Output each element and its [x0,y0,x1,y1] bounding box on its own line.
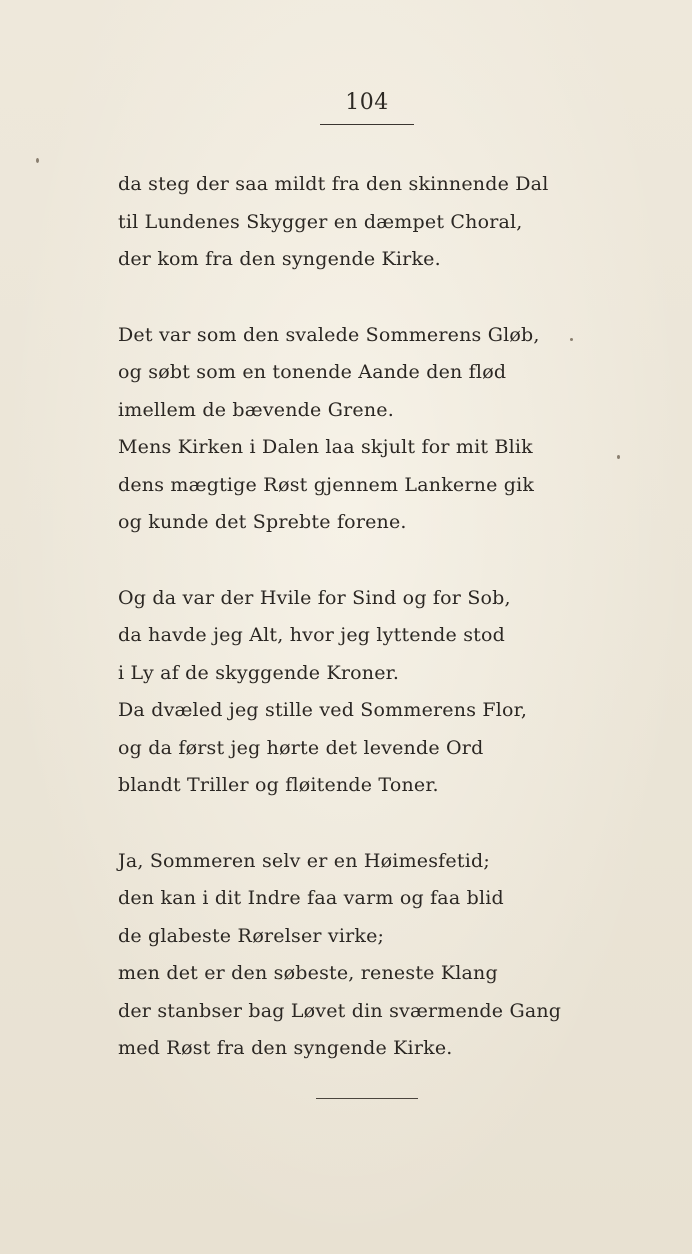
poem-line: der stanbser bag Løvet din sværmende Gang [118,999,562,1022]
poem-line: og kunde det Sprebte forene. [118,511,407,533]
poem [118,166,598,1106]
poem-line: Og da var der Hvile for Sind og for Sob, [118,586,511,609]
end-rule [316,1098,418,1099]
poem-line: men det er den søbeste, reneste Klang [118,962,498,984]
paper-speck [36,158,39,163]
stanza-3 [118,580,598,805]
stanza-4 [118,843,598,1068]
stanza-1 [118,166,598,279]
poem-line: den kan i dit Indre faa varm og faa blid [118,887,504,909]
stanza-2 [118,317,598,542]
poem-line: de glabeste Rørelser virke; [118,924,385,947]
poem-line: i Ly af de skyggende Kroner. [118,661,400,684]
poem-line: blandt Triller og fløitende Toner. [118,774,439,796]
poem-line: da steg der saa mildt fra den skinnende Dal [118,173,549,195]
paper-speck [570,338,573,341]
poem-line: der kom fra den syngende Kirke. [118,248,441,270]
poem-line: imellem de bævende Grene. [118,398,394,421]
poem-line: til Lundenes Skygger en dæmpet Choral, [118,210,523,233]
poem-line: Det var som den svalede Sommerens Gløb, [118,323,540,346]
poem-line: Da dvæled jeg stille ved Sommerens Flor, [118,699,528,721]
poem-line: Ja, Sommeren selv er en Høimesfetid; [118,849,490,872]
poem-line: dens mægtige Røst gjennem Lankerne gik [118,473,535,496]
poem-line: og da først jeg hørte det levende Ord [118,736,484,759]
paper-speck [617,455,620,459]
poem-line: da havde jeg Alt, hvor jeg lyttende stod [118,624,505,646]
poem-line: Mens Kirken i Dalen laa skjult for mit Blik [118,436,533,458]
poem-line: og søbt som en tonende Aande den flød [118,361,507,383]
header-rule [320,124,414,125]
poem-line: med Røst fra den syngende Kirke. [118,1037,453,1059]
page-number: 104 [345,90,389,115]
